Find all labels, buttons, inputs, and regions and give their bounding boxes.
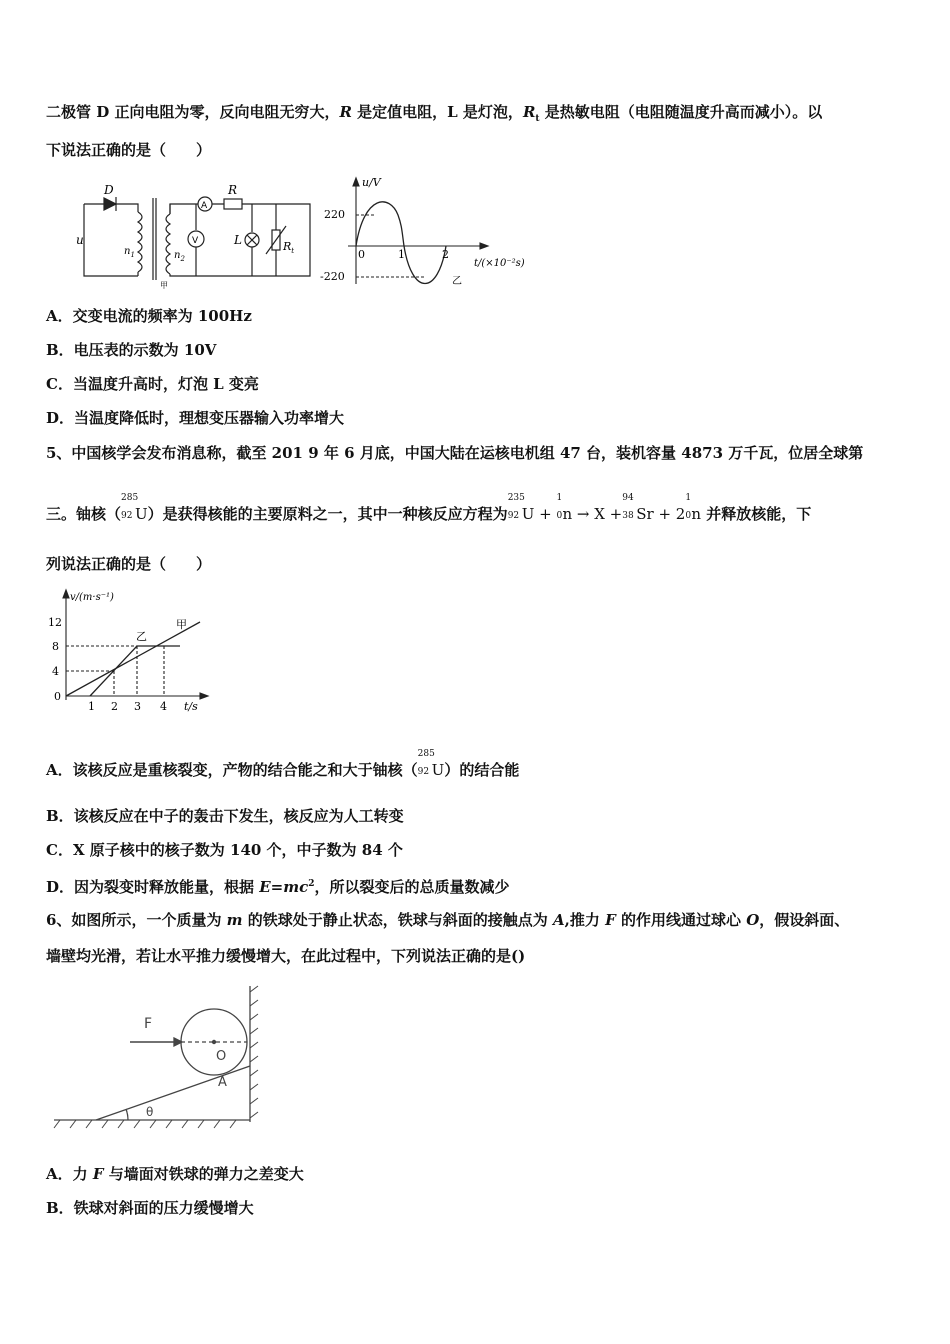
v-tick-0: 0 [54,690,61,703]
q4-option-c: C．当温度升高时，灯泡 L 变亮 [46,375,259,393]
label-Rt-sub: t [291,247,295,255]
t-tick-2: 2 [111,700,118,713]
y-tick-neg220: -220 [320,270,345,283]
label-D: D [104,183,114,197]
force-label-F: F [144,1016,153,1032]
figure-caption-yi: 乙 [452,276,462,287]
center-label-O: O [216,1049,227,1064]
nuclide-u285: 285 92 U [121,493,148,523]
line-label-yi: 乙 [136,630,147,643]
label-u: u [76,233,84,247]
nuclide-u285-option: 285 92 U [417,749,445,779]
q6-option-a: A．力 F 与墙面对铁球的弹力之差变大 [46,1165,304,1183]
label-n1-sub: 1 [130,251,135,259]
q5-option-d: D．因为裂变时释放能量，根据 $E=mc^2$，所以裂变后的总质量数减少 [46,878,510,896]
q4-stem-line1: 二极管 D 正向电阻为零，反向电阻无穷大，R 是定值电阻，L 是灯泡，$R_t$ 是热敏电阻（电阻随温度升高而减小）。以 [46,103,823,124]
q4-option-d: D．当温度降低时，理想变压器输入功率增大 [46,409,345,427]
q5-option-a: A．该核反应是重核裂变，产物的结合能之和大于铀核（ 285 92 U）的结合能 [46,749,520,779]
q6-stem-line1: 6、如图所示，一个质量为 m 的铁球处于静止状态，铁球与斜面的接触点为 A,推力 F 的作用线通过球心 O，假设斜面、 [46,911,850,929]
t-tick-4: 4 [160,700,167,713]
v-tick-4: 4 [52,665,59,678]
t-tick-1: 1 [88,700,95,713]
q5-option-b: B．该核反应在中子的轰击下发生，核反应为人工转变 [46,807,404,825]
x-axis-label: t/(×10⁻²s) [474,258,525,269]
q5-velocity-graph [46,586,216,714]
contact-label-A: A [218,1075,227,1090]
q4-circuit-figure [76,180,316,292]
label-n2: n [174,250,181,261]
q5-stem-line3: 列说法正确的是（ ） [46,555,212,573]
q4-voltage-graph [318,176,538,288]
q4-option-a: A．交变电流的频率为 100Hz [46,307,252,325]
x-tick-2: 2 [442,248,449,261]
label-L: L [234,233,242,247]
line-label-jia: 甲 [176,618,187,631]
v-tick-12: 12 [48,616,62,629]
q4-stem-line2: 下说法正确的是（ ） [46,141,212,159]
origin-label: 0 [358,248,365,261]
v-tick-8: 8 [52,640,59,653]
label-n1: n [124,246,131,257]
label-R: R [228,183,238,197]
t-tick-3: 3 [134,700,141,713]
nuclear-equation: 235 92 U + 1 0 n → X + 94 38 Sr + 2 1 0 n [507,493,702,523]
q4-option-b: B．电压表的示数为 10V [46,341,217,359]
v-axis-label: v/(m·s⁻¹) [70,592,114,603]
label-Rt: R [283,240,292,253]
q5-option-c: C．X 原子核中的核子数为 140 个，中子数为 84 个 [46,841,403,859]
ball-center [212,1040,216,1044]
svg-text:n1 [124,246,135,259]
x-tick-1: 1 [398,248,405,261]
svg-text:Rt [282,240,294,255]
angle-label-theta: θ [146,1105,154,1119]
y-axis-label: u/V [362,176,381,189]
ammeter-symbol: A [201,201,208,211]
q5-stem-line1: 5、中国核学会发布消息称，截至 201 9 年 6 月底，中国大陆在运核电机组 47 台，装机容量 4873 万千瓦，位居全球第 [46,444,864,462]
q6-stem-line2: 墙壁均光滑，若让水平推力缓慢增大，在此过程中，下列说法正确的是() [46,947,526,965]
t-axis-label: t/s [184,700,198,713]
q6-ball-figure [46,982,278,1134]
q5-stem-line2: 三。铀核（ 285 92 U）是获得核能的主要原料之一，其中一种核反应方程为 235 92 U + 1 0 n → X + 94 38 Sr + 2 1 0 n 并释放核能，下 [46,493,812,523]
y-tick-220: 220 [324,208,345,221]
label-n2-sub: 2 [180,255,185,263]
svg-text:n2 [174,250,185,263]
q6-option-b: B．铁球对斜面的压力缓慢增大 [46,1199,254,1217]
figure-caption-jia: 甲 [160,281,168,290]
voltmeter-symbol: V [192,236,199,246]
